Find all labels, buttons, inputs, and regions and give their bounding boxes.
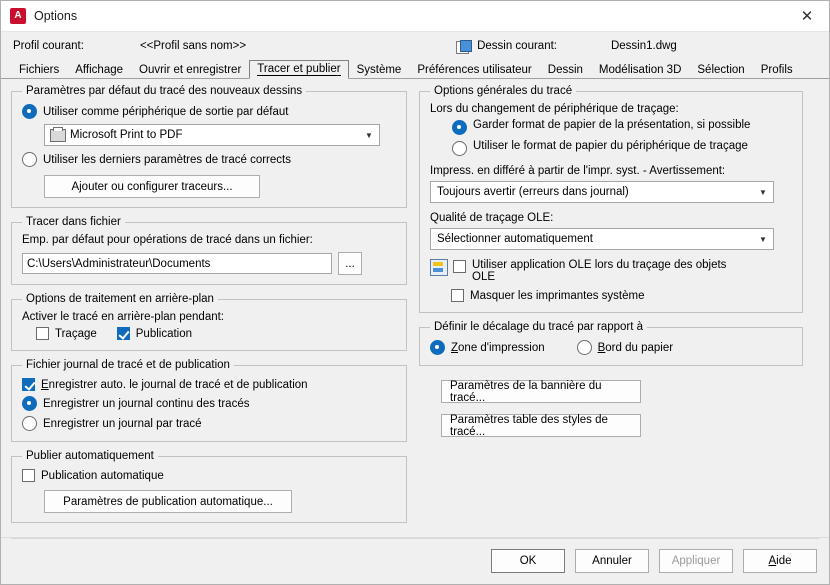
radio-row-default-device[interactable] — [22, 104, 396, 119]
background-checkbox-row — [36, 327, 396, 340]
radio-row-last-params[interactable] — [22, 152, 396, 167]
plot-device-combo[interactable] — [44, 124, 380, 146]
tab-label: Fichiers — [19, 64, 60, 76]
checkbox-use-ole-application[interactable] — [453, 260, 466, 273]
chevron-down-icon[interactable]: ▼ — [759, 234, 767, 244]
group-legend: Options générales du tracé — [434, 85, 573, 97]
tab-systeme[interactable] — [349, 61, 410, 79]
ole-quality-value: Sélectionner automatiquement — [437, 233, 593, 245]
tab-dessin[interactable] — [540, 61, 591, 79]
radio-use-device-paper-size[interactable] — [452, 141, 467, 156]
checkbox-hide-system-printers[interactable] — [451, 289, 464, 302]
ole-quality-combo[interactable] — [430, 228, 774, 250]
tab-label: Dessin — [547, 64, 583, 76]
autocad-icon: A — [10, 8, 26, 24]
tab-tracer-publier[interactable] — [249, 60, 348, 79]
checkbox-publishing-label: Publication — [135, 327, 193, 340]
radio-continuous-log-label: Enregistrer un journal continu des tracés — [43, 397, 250, 410]
group-plot-offset — [419, 321, 803, 366]
profile-label: Profil courant: — [13, 40, 84, 52]
drawing-icon — [456, 40, 471, 53]
close-icon[interactable]: ✕ — [800, 8, 814, 25]
group-auto-publish — [11, 450, 407, 523]
chevron-down-icon[interactable]: ▼ — [759, 187, 767, 197]
tab-fichiers[interactable] — [11, 61, 67, 79]
plot-to-file-label: Emp. par défaut pour opérations de tracé dans un fichier: — [22, 234, 313, 246]
spool-warning-label: Impress. en différé à partir de l'impr. syst. - Avertissement: — [430, 165, 726, 177]
tab-modelisation-3d[interactable] — [591, 61, 689, 79]
background-processing-label: Activer le tracé en arrière-plan pendant: — [22, 311, 224, 323]
checkbox-publishing[interactable] — [117, 327, 130, 340]
radio-per-plot-log-label: Enregistrer un journal par tracé — [43, 417, 202, 430]
tab-profils[interactable] — [753, 61, 801, 79]
checkbox-hide-system-printers-label: Masquer les imprimantes système — [470, 289, 645, 302]
spool-warning-combo[interactable] — [430, 181, 774, 203]
right-column — [419, 85, 803, 537]
row-keep-layout-size[interactable] — [452, 119, 792, 135]
checkbox-auto-publish[interactable] — [22, 469, 35, 482]
plot-style-table-settings-button[interactable]: Paramètres table des styles de tracé... — [441, 414, 641, 437]
radio-keep-layout-paper-size-label: Garder format de papier de la présentation, si possible — [473, 119, 751, 131]
tab-label: Sélection — [697, 64, 745, 76]
auto-publish-settings-button[interactable]: Paramètres de publication automatique... — [44, 490, 292, 513]
radio-per-plot-log[interactable] — [22, 416, 37, 431]
group-legend: Définir le décalage du tracé par rapport à — [434, 321, 644, 333]
radio-use-device-paper-size-label: Utiliser le format de papier du périphérique de traçage — [473, 140, 748, 152]
add-configure-plotters-button[interactable]: Ajouter ou configurer traceurs... — [44, 175, 260, 198]
title-bar — [1, 1, 829, 32]
group-general-plot-options — [419, 85, 803, 313]
checkbox-use-ole-application-label: Utiliser application OLE lors du traçage des objets OLE — [472, 259, 727, 283]
group-default-plot-settings — [11, 85, 407, 208]
radio-last-valid-params[interactable] — [22, 152, 37, 167]
spool-warning-value: Toujours avertir (erreurs dans journal) — [437, 186, 629, 198]
ole-quality-label: Qualité de traçage OLE: — [430, 212, 554, 224]
dialog-footer — [1, 537, 829, 584]
browse-button[interactable]: ... — [338, 252, 362, 275]
group-legend: Tracer dans fichier — [26, 216, 121, 228]
checkbox-auto-save-log[interactable] — [22, 378, 35, 391]
radio-printable-area-label: Zone d'impression — [451, 341, 545, 354]
row-use-ole-app[interactable] — [430, 259, 792, 283]
radio-default-device-label: Utiliser comme périphérique de sortie par défaut — [43, 105, 289, 118]
radio-paper-edge[interactable] — [577, 340, 592, 355]
chevron-down-icon[interactable]: ▼ — [365, 130, 373, 140]
tab-bar — [1, 58, 829, 79]
apply-button[interactable]: Appliquer — [659, 549, 733, 573]
radio-keep-layout-paper-size[interactable] — [452, 120, 467, 135]
checkbox-auto-publish-label: Publication automatique — [41, 469, 164, 482]
group-background-processing — [11, 293, 407, 351]
tab-label: Tracer et publier — [257, 63, 341, 75]
cancel-button[interactable]: Annuler — [575, 549, 649, 573]
ole-object-icon — [430, 259, 448, 276]
tab-label: Modélisation 3D — [598, 64, 682, 76]
drawing-label: Dessin courant: — [477, 40, 557, 52]
group-legend: Options de traitement en arrière-plan — [26, 293, 214, 305]
radio-printable-area[interactable] — [430, 340, 445, 355]
group-legend: Fichier journal de tracé et de publication — [26, 359, 230, 371]
checkbox-plotting[interactable] — [36, 327, 49, 340]
tab-label: Affichage — [75, 64, 124, 76]
plot-stamp-settings-button[interactable]: Paramètres de la bannière du tracé... — [441, 380, 641, 403]
left-column — [11, 85, 407, 537]
row-auto-save-log[interactable] — [22, 378, 396, 391]
checkbox-auto-save-log-label: Enregistrer auto. le journal de tracé et de publication — [41, 378, 308, 391]
tab-selection[interactable] — [689, 61, 752, 79]
row-auto-publish[interactable] — [22, 469, 396, 482]
tab-label: Ouvrir et enregistrer — [139, 64, 242, 76]
tab-content-tracer-publier — [1, 79, 829, 537]
tab-ouvrir-enregistrer[interactable] — [131, 61, 249, 79]
help-button[interactable] — [743, 549, 817, 573]
footer-buttons — [491, 549, 817, 573]
footer-divider — [11, 538, 819, 539]
row-per-plot-log[interactable] — [22, 416, 396, 431]
radio-continuous-log[interactable] — [22, 396, 37, 411]
radio-default-device[interactable] — [22, 104, 37, 119]
plot-to-file-path-input[interactable]: C:\Users\Administrateur\Documents — [22, 253, 332, 274]
drawing-value: Dessin1.dwg — [610, 40, 677, 52]
tab-affichage[interactable] — [67, 61, 131, 79]
radio-paper-edge-label: Bord du papier — [597, 341, 674, 354]
current-drawing-block — [456, 40, 677, 53]
radio-last-valid-params-label: Utiliser les derniers paramètres de tracé corrects — [43, 153, 291, 166]
tab-label: Préférences utilisateur — [417, 64, 532, 76]
ok-button[interactable]: OK — [491, 549, 565, 573]
tab-label: Système — [356, 64, 402, 76]
offset-options-row — [430, 340, 792, 355]
tab-preferences-utilisateur[interactable] — [409, 61, 539, 79]
row-hide-system-printers[interactable] — [451, 289, 792, 302]
group-legend: Publier automatiquement — [26, 450, 154, 462]
help-button-label: Aide — [768, 555, 792, 567]
group-plot-to-file — [11, 216, 407, 285]
row-continuous-log[interactable] — [22, 396, 396, 411]
tab-label: Profils — [760, 64, 793, 76]
printer-icon — [50, 129, 66, 142]
checkbox-plotting-label: Traçage — [55, 327, 97, 340]
window-title: Options — [34, 9, 78, 23]
profile-row — [1, 34, 829, 58]
profile-value: <<Profil sans nom>> — [139, 40, 247, 52]
group-plot-publish-log — [11, 359, 407, 442]
plot-to-file-path-row — [22, 252, 396, 275]
plot-device-value: Microsoft Print to PDF — [70, 129, 183, 141]
device-change-label: Lors du changement de périphérique de traçage: — [430, 103, 679, 115]
row-use-device-size[interactable] — [452, 140, 792, 156]
group-legend: Paramètres par défaut du tracé des nouveaux dessins — [26, 85, 303, 97]
